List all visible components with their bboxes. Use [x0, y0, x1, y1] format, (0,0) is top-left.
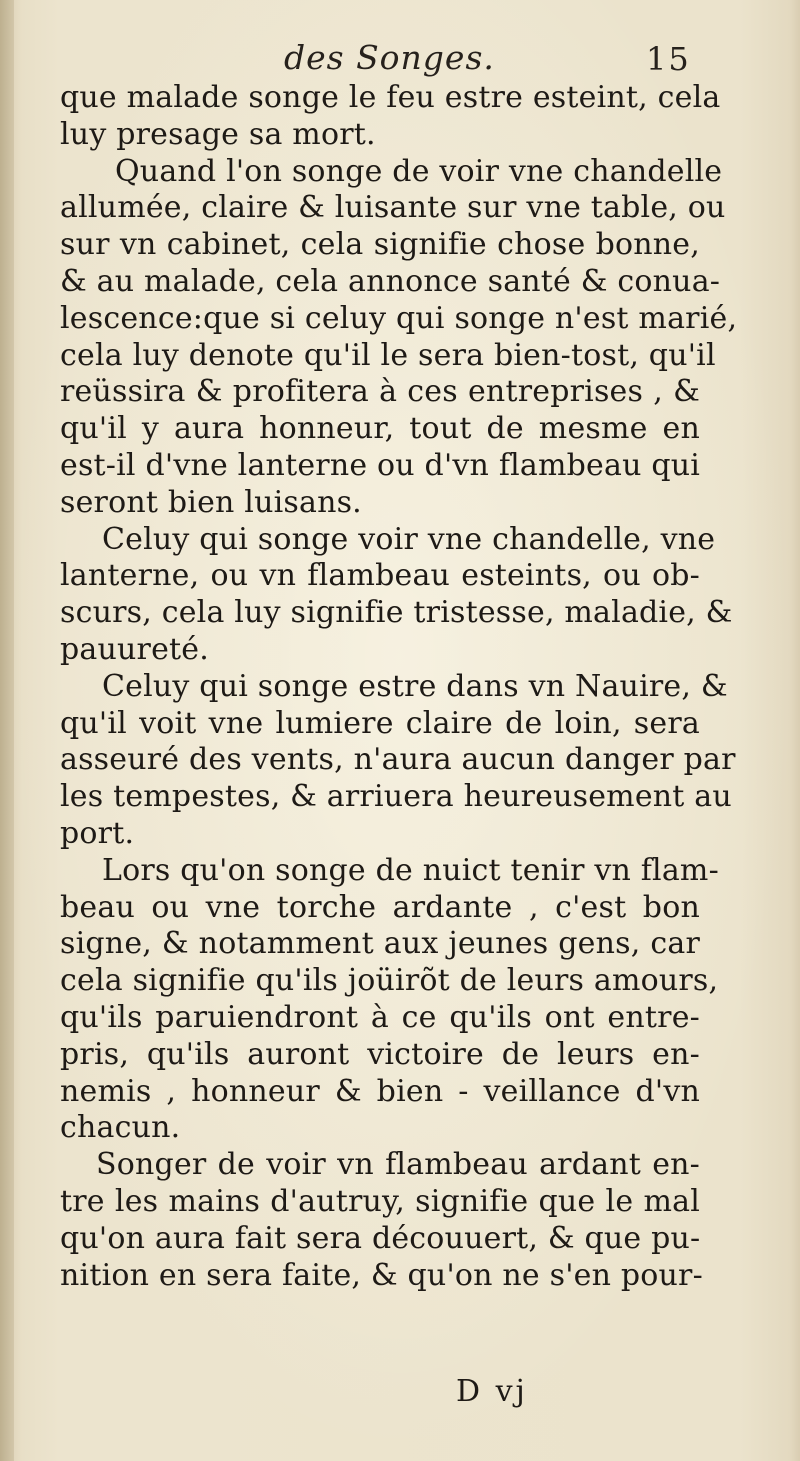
- text-line: cela luy denote qu'il le sera bien-tost, qu'il: [60, 337, 716, 373]
- text-line: qu'ils paruiendront à ce qu'ils ont entre-: [60, 999, 700, 1035]
- text-line: que malade songe le feu estre esteint, cela: [60, 80, 721, 115]
- text-line: tre les mains d'autruy, signifie que le mal: [60, 1183, 700, 1219]
- text-line: Celuy qui songe estre dans vn Nauire, &: [102, 668, 728, 704]
- running-title: des Songes.: [284, 38, 495, 77]
- text-line: port.: [60, 815, 135, 851]
- text-line: nition en sera faite, & qu'on ne s'en pour-: [60, 1257, 703, 1293]
- text-line: reüssira & profitera à ces entreprises , &: [60, 374, 700, 410]
- signature-mark: D vj: [456, 1374, 528, 1409]
- text-line: seront bien luisans.: [60, 484, 362, 520]
- text-line: Celuy qui songe voir vne chandelle, vne: [102, 521, 716, 557]
- text-line: qu'on aura fait sera découuert, & que pu-: [60, 1220, 701, 1256]
- text-line: luy presage sa mort.: [60, 116, 376, 152]
- text-line: lanterne, ou vn flambeau esteints, ou ob-: [60, 558, 700, 594]
- text-line: & au malade, cela annonce santé & conua-: [60, 263, 721, 299]
- text-line: Quand l'on songe de voir vne chandelle: [115, 153, 723, 189]
- text-line: les tempestes, & arriuera heureusement au: [60, 779, 732, 815]
- text-line: allumée, claire & luisante sur vne table, ou: [60, 190, 726, 226]
- text-line: pauureté.: [60, 631, 209, 667]
- text-line: beau ou vne torche ardante , c'est bon: [60, 889, 700, 925]
- text-line: sur vn cabinet, cela signifie chose bonne,: [60, 227, 700, 263]
- text-line: nemis , honneur & bien - veillance d'vn: [60, 1073, 700, 1109]
- text-line: pris, qu'ils auront victoire de leurs en-: [60, 1036, 700, 1072]
- text-line: qu'il y aura honneur, tout de mesme en: [60, 411, 700, 447]
- text-line: chacun.: [60, 1110, 181, 1146]
- body-text: [60, 80, 738, 1294]
- text-line: Lors qu'on songe de nuict tenir vn flam-: [102, 852, 719, 888]
- text-line: qu'il voit vne lumiere claire de loin, sera: [60, 705, 700, 741]
- text-line: est-il d'vne lanterne ou d'vn flambeau qui: [60, 447, 701, 483]
- page-gutter: [0, 0, 14, 1461]
- text-line: signe, & notamment aux jeunes gens, car: [60, 926, 700, 962]
- page-number: 15: [646, 40, 691, 78]
- text-line: lescence:que si celuy qui songe n'est marié,: [60, 300, 738, 336]
- text-line: Songer de voir vn flambeau ardant en-: [96, 1147, 700, 1183]
- text-line: asseuré des vents, n'aura aucun danger par: [60, 742, 736, 778]
- text-line: scurs, cela luy signifie tristesse, maladie, &: [60, 595, 733, 631]
- text-line: cela signifie qu'ils joüirõt de leurs amours,: [60, 963, 719, 999]
